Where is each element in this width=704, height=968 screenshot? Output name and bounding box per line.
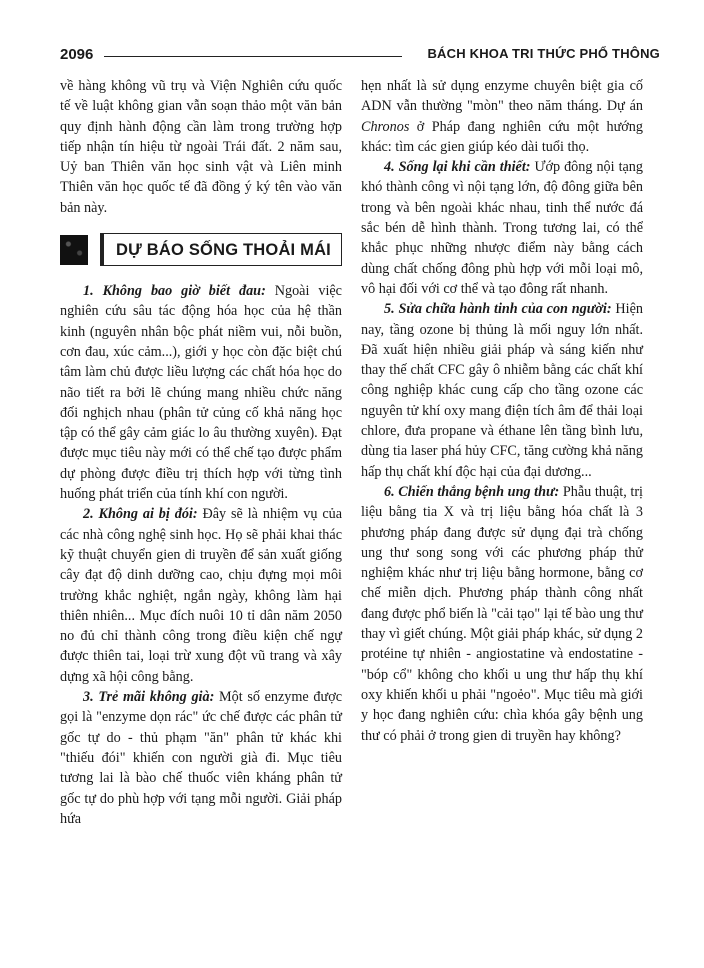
- section-heading: [60, 233, 342, 269]
- left-column: [60, 76, 342, 829]
- item-3-text: Một số enzyme được gọi là "enzyme dọn rác" ức chế được các phân tử gốc tự do - thủ phạm "ăn" phân tử khác khi "thiếu đói" khiến con người già đi. Mục tiêu tương lai là bào chế thuốc viên kháng phân tử gốc tự do phù hợp với tạng mỗi người. Giải pháp hứa: [60, 689, 342, 827]
- running-title: BÁCH KHOA TRI THỨC PHỔ THÔNG: [427, 46, 660, 61]
- running-head: [60, 46, 660, 68]
- item-1-lead: 1. Không bao giờ biết đau:: [83, 283, 266, 300]
- item-1-paragraph: [60, 281, 342, 504]
- item-2-text: Đây sẽ là nhiệm vụ của các nhà công nghệ sinh học. Họ sẽ phải khai thác kỹ thuật chuyển gien di truyền để sản xuất giống cây đạt độ dinh dưỡng cao, chịu đựng mọi môi trường khắc nghiệt, ngắn ngày, không làm hại thiên nhiên... Mục đích nuôi 10 tỉ dân năm 2050 no đủ chỉ thành công trong điều kiện chế ngự được thiên tai, loại trừ xung đột vũ trang và xây dựng xã hội công bằng.: [60, 506, 343, 685]
- item-4-lead: 4. Sống lại khi cần thiết:: [384, 159, 531, 176]
- item-4-paragraph: [361, 157, 643, 299]
- section-title: DỰ BÁO SỐNG THOẢI MÁI: [116, 241, 331, 260]
- item-2-paragraph: [60, 504, 342, 687]
- item-3-paragraph: [60, 687, 342, 829]
- item-5-lead: 5. Sửa chữa hành tinh của con người:: [384, 301, 612, 318]
- intro-paragraph: về hàng không vũ trụ và Viện Nghiên cứu quốc tế về luật không gian vẫn soạn thảo một văn bản quy định hành động cần làm trong trường hợp tiếp nhận tín hiệu từ ngoài Trái đất. 2 năm sau, Uỷ ban Thiên văn học sinh vật và Liên minh Thiên văn học quốc tế đã đồng ý ký tên vào văn bản này.: [60, 78, 342, 216]
- item-1-text: Ngoài việc nghiên cứu sâu tác động hóa học của hệ thần kinh (nguyên nhân bộc phát niềm vui, nỗi buồn, cơn đau, xúc cảm...), giới y học còn đặc biệt chú tâm làm chủ được liều lượng các chất hóa học do não tiết ra bởi lẽ chúng mang nhiều chức năng đối nghịch nhau (phân tử củng cố khả năng học tập có thể gây cảm giác lo âu thường xuyên). Đạt được mục tiêu này mới có thể chế tạo được phẩm dự phòng được điều trị thích hợp với từng tình huống phát triển của tính khí con người.: [60, 283, 342, 503]
- continued-paragraph: [361, 76, 643, 157]
- page-number: 2096: [60, 46, 94, 63]
- continued-text-1: hẹn nhất là sử dụng enzyme chuyên biệt gia cố ADN vẫn thường "mòn" theo năm tháng. Dự án: [361, 78, 643, 115]
- header-rule: [104, 56, 402, 57]
- item-4-text: Ướp đông nội tạng khó thành công vì nội tạng lớn, độ đông giữa bên trong và bên ngoài khác nhau, tinh thể nước đá sắc bén dễ hình thành. Trong tương lai, có thể khắc phục những nhược điểm này bằng cách dùng chất chống đông phù hợp với mỗi loại mô, vô hại đối với cơ thể và tạo đông rất nhanh.: [361, 159, 643, 297]
- continued-text-2: ở Pháp đang nghiên cứu một hướng khác: tìm các gien giúp kéo dài tuổi thọ.: [361, 118, 643, 155]
- heading-box: [100, 233, 342, 266]
- item-2-lead: 2. Không ai bị đói:: [83, 506, 198, 523]
- item-5-paragraph: [361, 299, 643, 482]
- heading-marker-icon: [60, 235, 88, 265]
- item-6-lead: 6. Chiến thắng bệnh ung thư:: [384, 483, 560, 500]
- item-5-text: Hiện nay, tầng ozone bị thủng là mối nguy lớn nhất. Đã xuất hiện nhiều giải pháp và sáng kiến như thay thế chất CFC gây ô nhiễm bằng các chất khí công nghiệp khác cung cấp cho tầng ozone các nguyên tử khí oxy mang điện tích âm để thải loại chlore, đưa propane và éthane lên tầng bình lưu, dùng tia laser phá hủy CFC, tăng cường khả năng hấp thụ chất khí độc hại của đại dương...: [361, 301, 643, 480]
- right-column: [361, 76, 643, 746]
- item-3-lead: 3. Trẻ mãi không già:: [83, 689, 215, 706]
- project-name: Chronos: [361, 118, 410, 135]
- item-6-paragraph: [361, 482, 643, 746]
- item-6-text: Phẫu thuật, trị liệu bằng tia X và trị liệu bằng hóa chất là 3 phương pháp đang được sử dụng đại trà chống ung thư song song với các phương pháp thử nghiệm khác như trị liệu bằng hormone, bằng cơ chế miễn dịch. Phương pháp thành công nhất đang được phổ biến là "cải tạo" lại tế bào ung thư thay vì giết chúng. Một giải pháp khác, sử dụng 2 protéine tự nhiên - angiostatine và endostatine - "bóp cổ" không cho khối u ung thư hấp thụ khí oxy khiến khối u phải "ngoẻo". Mục tiêu mà giới y học đang nghiên cứu: chìa khóa gây bệnh ung thư có phải ở trong gien di truyền hay không?: [361, 483, 643, 744]
